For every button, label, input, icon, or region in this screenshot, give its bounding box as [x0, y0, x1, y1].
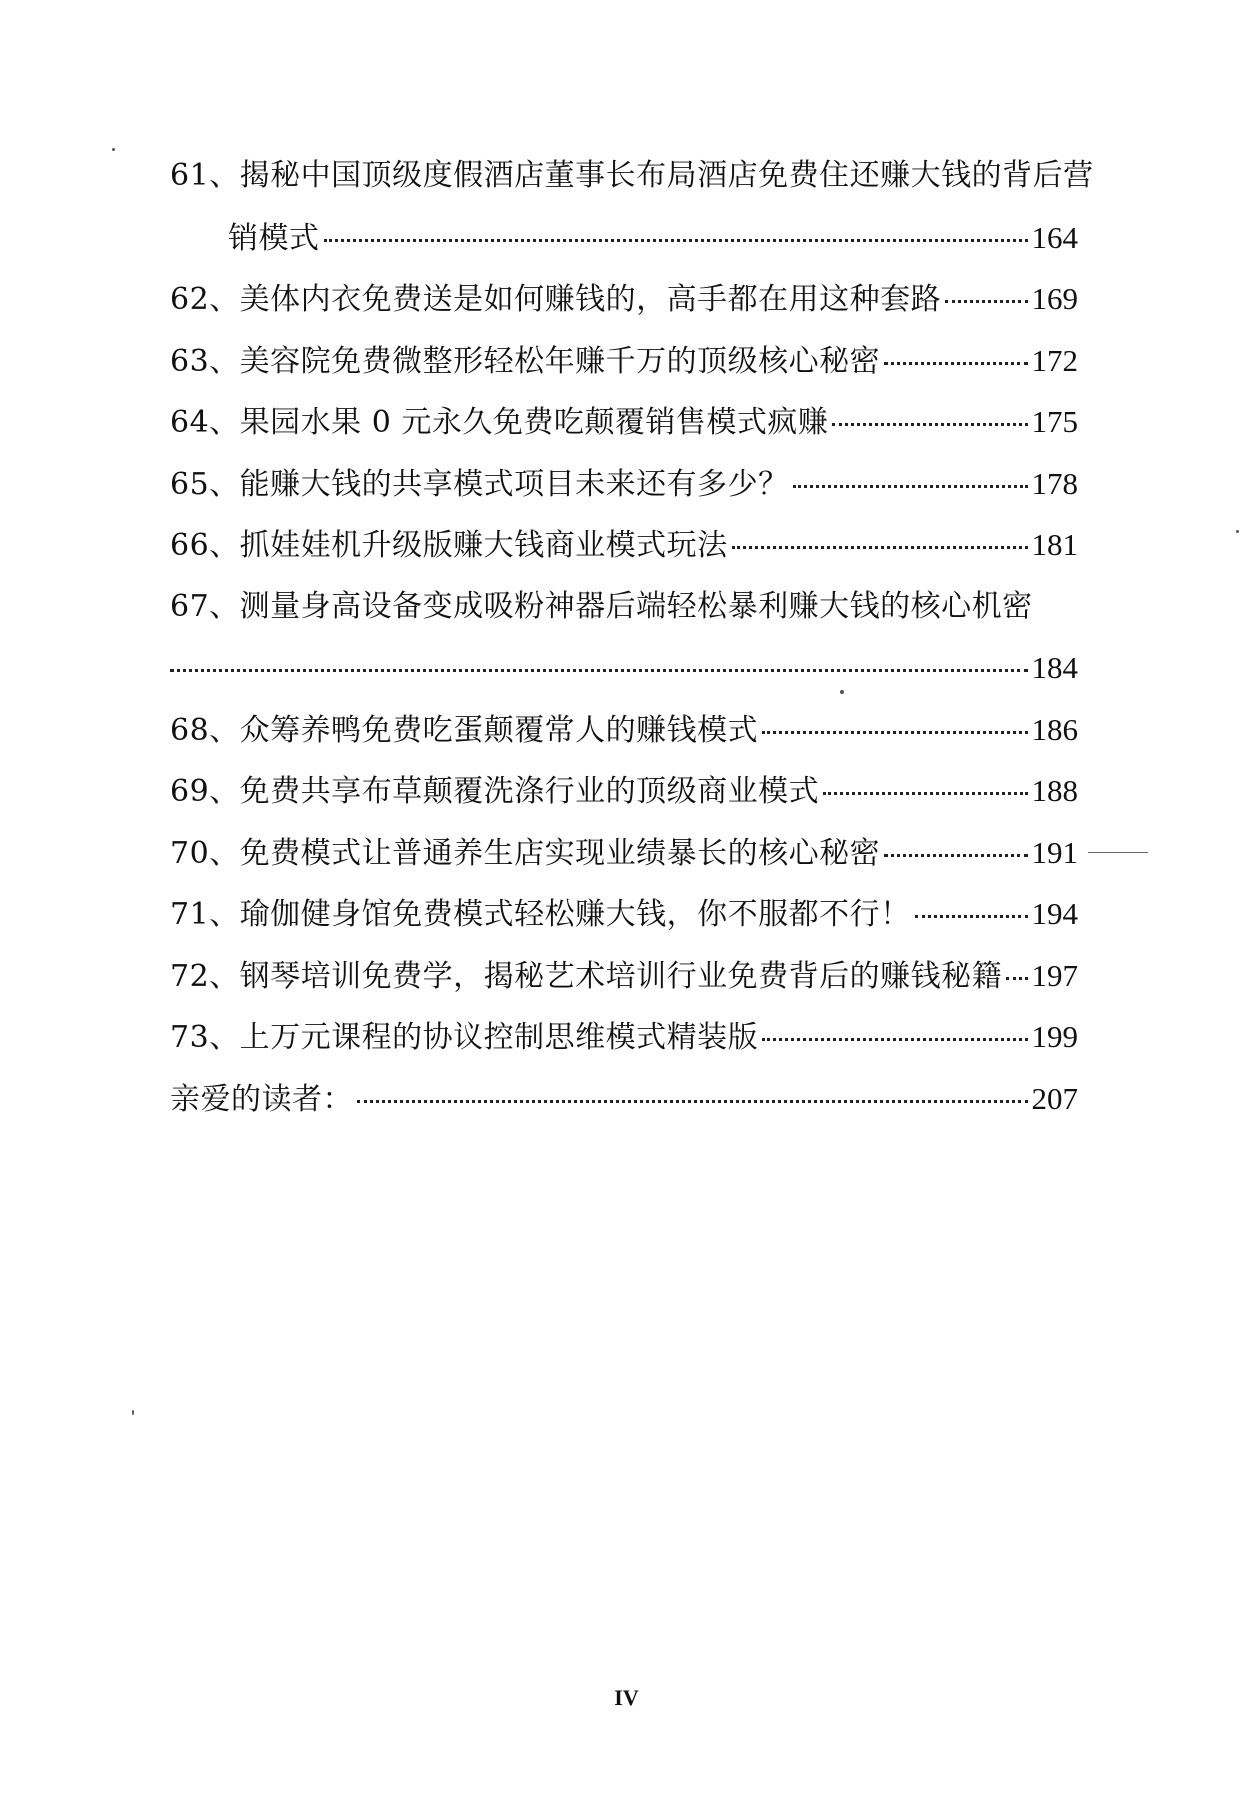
toc-entry-title: 67、测量身高设备变成吸粉神器后端轻松暴利赚大钱的核心机密	[170, 588, 1033, 624]
toc-entry-page: 191	[1031, 834, 1078, 870]
toc-entry-page: 181	[1031, 527, 1078, 562]
dot-leader	[884, 854, 1027, 857]
page-number: IV	[614, 1685, 639, 1710]
toc-entry-page: 199	[1031, 1019, 1078, 1054]
toc-entry-title-continued: 销模式	[228, 220, 320, 256]
toc-entry-title: 66、抓娃娃机升级版赚大钱商业模式玩法	[170, 528, 728, 563]
toc-entry-title: 72、钢琴培训免费学，揭秘艺术培训行业免费背后的赚钱秘籍	[170, 958, 1003, 994]
dot-leader	[945, 300, 1027, 303]
dot-leader	[884, 362, 1027, 365]
table-of-contents	[170, 145, 1094, 1129]
dot-leader	[823, 792, 1027, 795]
dot-leader	[762, 731, 1027, 734]
toc-entry-title: 71、瑜伽健身馆免费模式轻松赚大钱，你不服都不行！	[170, 897, 911, 932]
toc-entry-page: 188	[1031, 773, 1078, 808]
toc-entry-page: 175	[1031, 404, 1078, 439]
scan-speck	[112, 148, 115, 151]
toc-entry-68[interactable]	[170, 699, 1078, 761]
toc-entry-title: 亲爱的读者：	[170, 1081, 353, 1117]
toc-entry-62[interactable]	[170, 268, 1078, 330]
toc-entry-title: 70、免费模式让普通养生店实现业绩暴长的核心秘密	[170, 835, 881, 871]
toc-entry-title: 65、能赚大钱的共享模式项目未来还有多少？	[170, 466, 789, 502]
toc-entry-66[interactable]	[170, 514, 1078, 576]
dot-leader	[762, 1038, 1027, 1041]
toc-entry-64[interactable]	[170, 391, 1078, 453]
dot-leader	[793, 485, 1028, 488]
toc-entry-61[interactable]	[170, 145, 1094, 268]
toc-entry-page: 194	[1031, 896, 1078, 931]
toc-entry-67[interactable]	[170, 576, 1078, 699]
toc-entry-page: 186	[1031, 711, 1078, 747]
toc-entry-70[interactable]	[170, 822, 1078, 884]
dot-leader	[357, 1100, 1028, 1103]
toc-entry-69[interactable]	[170, 760, 1078, 822]
dot-leader	[915, 915, 1028, 918]
dot-leader	[832, 423, 1027, 426]
toc-entry-page: 197	[1031, 957, 1078, 993]
toc-entry-page: 172	[1031, 342, 1078, 378]
toc-entry-72[interactable]	[170, 945, 1078, 1007]
scan-scratch	[1088, 852, 1148, 853]
toc-entry-page: 178	[1031, 465, 1078, 501]
toc-entry-title: 68、众筹养鸭免费吃蛋颠覆常人的赚钱模式	[170, 712, 759, 748]
toc-entry-title: 63、美容院免费微整形轻松年赚千万的顶级核心秘密	[170, 343, 881, 379]
dot-leader	[1006, 977, 1027, 980]
toc-entry-readers[interactable]	[170, 1068, 1078, 1130]
scan-speck	[1236, 530, 1239, 533]
toc-entry-page: 207	[1031, 1080, 1078, 1116]
toc-entry-page: 184	[1031, 650, 1078, 685]
dot-leader	[324, 239, 1028, 242]
dot-leader	[170, 669, 1028, 672]
toc-entry-page: 169	[1031, 281, 1078, 316]
dot-leader	[732, 546, 1028, 549]
toc-entry-65[interactable]	[170, 453, 1078, 515]
toc-entry-title: 62、美体内衣免费送是如何赚钱的，高手都在用这种套路	[170, 282, 942, 317]
toc-entry-title: 73、上万元课程的协议控制思维模式精装版	[170, 1020, 759, 1055]
scan-speck	[132, 1410, 134, 1415]
toc-entry-title: 64、果园水果 0 元永久免费吃颠覆销售模式疯赚	[170, 405, 829, 440]
toc-entry-73[interactable]	[170, 1006, 1078, 1068]
toc-entry-63[interactable]	[170, 330, 1078, 392]
toc-entry-71[interactable]	[170, 883, 1078, 945]
toc-entry-title: 61、揭秘中国顶级度假酒店董事长布局酒店免费住还赚大钱的背后营	[170, 158, 1094, 193]
toc-entry-title: 69、免费共享布草颠覆洗涤行业的顶级商业模式	[170, 774, 820, 809]
toc-entry-page: 164	[1031, 219, 1078, 255]
scan-speck	[840, 690, 844, 694]
